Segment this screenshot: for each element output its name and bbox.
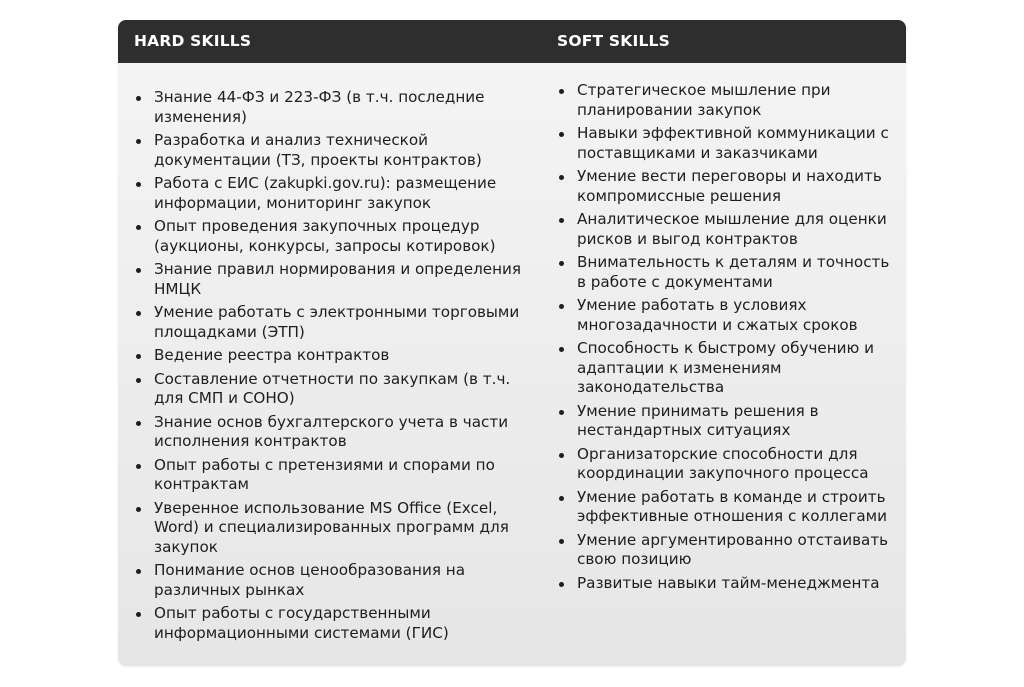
bullet-icon: [559, 218, 564, 223]
hard-skill-text: Ведение реестра контрактов: [154, 346, 390, 364]
soft-skill-text: Умение аргументированно отстаивать свою позицию: [577, 530, 889, 568]
hard-skill-item: [136, 174, 536, 213]
soft-skill-text: Организаторские способности для координации закупочного процесса: [577, 444, 869, 482]
soft-skill-item: [559, 81, 899, 120]
soft-skill-item: [559, 167, 899, 206]
bullet-icon: [559, 261, 564, 266]
bullet-icon: [136, 182, 141, 187]
bullet-icon: [136, 569, 141, 574]
hard-skill-text: Умение работать с электронными торговыми площадками (ЭТП): [154, 303, 520, 341]
bullet-icon: [136, 139, 141, 144]
bullet-icon: [559, 175, 564, 180]
soft-skill-text: Развитые навыки тайм-менеджмента: [577, 573, 880, 592]
hard-skills-column: [136, 63, 536, 647]
hard-skill-text: Опыт проведения закупочных процедур (аукционы, конкурсы, запросы котировок): [154, 217, 496, 255]
table-header: [118, 20, 906, 63]
hard-skill-item: [136, 499, 536, 558]
hard-skill-item: [136, 260, 536, 299]
hard-skill-item: [136, 217, 536, 256]
bullet-icon: [136, 421, 141, 426]
bullet-icon: [136, 311, 141, 316]
soft-skill-text: Умение работать в команде и строить эффективные отношения с коллегами: [577, 487, 887, 525]
hard-skill-item: [136, 88, 536, 127]
bullet-icon: [559, 132, 564, 137]
hard-skills-heading: HARD SKILLS: [134, 32, 252, 50]
soft-skills-heading: SOFT SKILLS: [557, 32, 670, 50]
soft-skill-item: [559, 488, 899, 527]
hard-skill-item: [136, 131, 536, 170]
soft-skill-text: Аналитическое мышление для оценки рисков и выгод контрактов: [577, 210, 887, 248]
hard-skill-text: Уверенное использование MS Office (Excel, Word) и специализированных программ для закупок: [154, 498, 509, 556]
bullet-icon: [559, 539, 564, 544]
hard-skill-text: Знание 44-ФЗ и 223-ФЗ (в т.ч. последние изменения): [154, 88, 485, 126]
soft-skill-text: Внимательность к деталям и точность в работе с документами: [577, 253, 890, 291]
soft-skill-text: Способность к быстрому обучению и адаптации к изменениям законодательства: [577, 339, 875, 396]
bullet-icon: [559, 582, 564, 587]
hard-skill-item: [136, 561, 536, 600]
hard-skill-item: [136, 413, 536, 452]
hard-skill-item: [136, 303, 536, 342]
skills-table: [118, 20, 906, 666]
soft-skill-item: [559, 253, 899, 292]
bullet-icon: [559, 347, 564, 352]
hard-skill-text: Опыт работы с государственными информационными системами (ГИС): [154, 604, 449, 642]
hard-skill-item: [136, 370, 536, 409]
hard-skill-text: Опыт работы с претензиями и спорами по контрактам: [154, 455, 495, 493]
soft-skill-item: [559, 445, 899, 484]
soft-skill-text: Стратегическое мышление при планировании закупок: [577, 81, 831, 119]
bullet-icon: [136, 464, 141, 469]
hard-skill-item: [136, 346, 536, 366]
hard-skill-text: Знание правил нормирования и определения НМЦК: [154, 260, 522, 298]
soft-skill-text: Умение принимать решения в нестандартных ситуациях: [577, 401, 819, 439]
bullet-icon: [559, 410, 564, 415]
soft-skill-item: [559, 339, 899, 398]
hard-skill-text: Знание основ бухгалтерского учета в части исполнения контрактов: [154, 412, 509, 450]
soft-skill-item: [559, 210, 899, 249]
soft-skill-item: [559, 574, 899, 594]
bullet-icon: [136, 507, 141, 512]
bullet-icon: [136, 612, 141, 617]
soft-skills-list: [559, 81, 899, 593]
bullet-icon: [559, 89, 564, 94]
bullet-icon: [559, 304, 564, 309]
hard-skill-item: [136, 604, 536, 643]
bullet-icon: [559, 453, 564, 458]
hard-skill-item: [136, 456, 536, 495]
bullet-icon: [136, 268, 141, 273]
soft-skill-item: [559, 124, 899, 163]
soft-skill-text: Умение вести переговоры и находить компромиссные решения: [577, 167, 882, 205]
hard-skill-text: Работа с ЕИС (zakupki.gov.ru): размещение информации, мониторинг закупок: [154, 174, 497, 212]
soft-skill-item: [559, 402, 899, 441]
soft-skill-text: Умение работать в условиях многозадачности и сжатых сроков: [577, 296, 858, 334]
soft-skills-column: [559, 63, 899, 597]
soft-skill-item: [559, 296, 899, 335]
soft-skill-text: Навыки эффективной коммуникации с поставщиками и заказчиками: [577, 124, 889, 162]
hard-skill-text: Разработка и анализ технической документации (ТЗ, проекты контрактов): [154, 131, 482, 169]
hard-skills-list: [136, 88, 536, 643]
bullet-icon: [136, 354, 141, 359]
hard-skill-text: Составление отчетности по закупкам (в т.ч. для СМП и СОНО): [154, 369, 511, 407]
bullet-icon: [136, 378, 141, 383]
bullet-icon: [136, 96, 141, 101]
bullet-icon: [136, 225, 141, 230]
soft-skill-item: [559, 531, 899, 570]
hard-skill-text: Понимание основ ценообразования на различных рынках: [154, 561, 466, 599]
bullet-icon: [559, 496, 564, 501]
